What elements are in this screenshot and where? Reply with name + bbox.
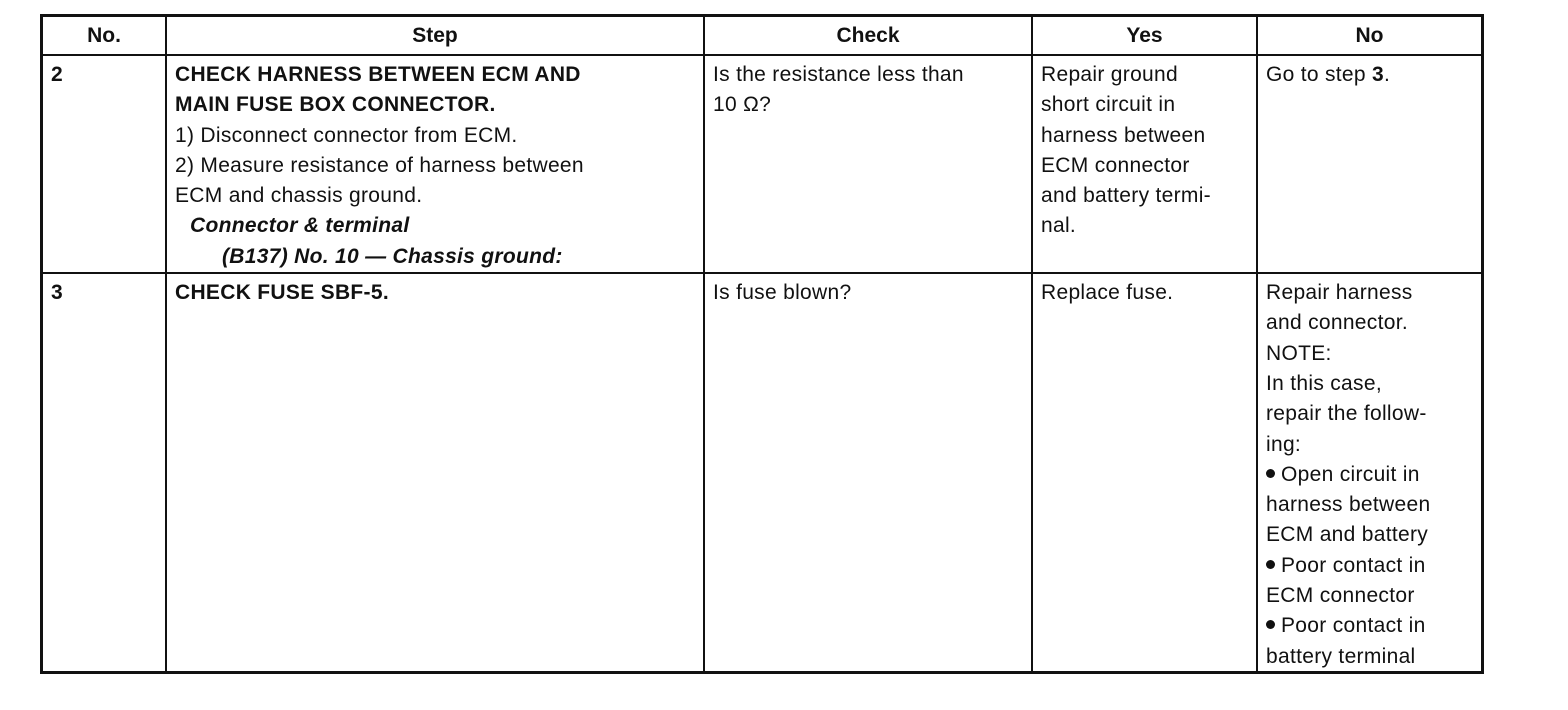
- header-step: Step: [166, 17, 704, 55]
- header-check: Check: [704, 17, 1032, 55]
- no-text: In this case,: [1266, 371, 1382, 395]
- bullet-continuation: ECM connector: [1266, 584, 1415, 608]
- no-cell: [1257, 273, 1481, 673]
- header-no: No.: [43, 17, 166, 55]
- no-cell: [1257, 55, 1481, 273]
- check-text: Is fuse blown?: [713, 281, 852, 305]
- no-text: repair the follow-: [1266, 402, 1427, 426]
- step-cell: [166, 273, 704, 673]
- bullet-continuation: harness between: [1266, 493, 1431, 517]
- bullet-item: [1266, 551, 1475, 581]
- check-text: Is the resistance less than: [713, 63, 964, 86]
- bullet-item: [1266, 611, 1475, 641]
- step-instruction: 2) Measure resistance of harness between: [175, 153, 584, 177]
- check-text: 10 Ω?: [713, 93, 772, 117]
- no-text: and connector.: [1266, 311, 1408, 335]
- step-title-line: CHECK FUSE SBF-5.: [175, 281, 389, 305]
- yes-cell: [1032, 55, 1257, 273]
- table-row: [43, 273, 1481, 673]
- connector-terminal-label: Connector & terminal: [190, 214, 410, 238]
- bullet-icon: [1266, 620, 1275, 629]
- check-cell: [704, 55, 1032, 273]
- row-number-cell: [43, 55, 166, 273]
- no-text: Repair harness: [1266, 281, 1413, 305]
- bullet-icon: [1266, 469, 1275, 478]
- bullet-text: Poor contact in: [1281, 614, 1426, 638]
- header-yes: Yes: [1032, 17, 1257, 55]
- diagnostic-table: [43, 17, 1481, 673]
- bullet-continuation: battery terminal: [1266, 644, 1416, 668]
- no-text: ing:: [1266, 432, 1302, 456]
- row-number-cell: [43, 273, 166, 673]
- yes-text: nal.: [1041, 214, 1077, 238]
- bullet-item: [1266, 460, 1475, 490]
- yes-text: Repair ground: [1041, 63, 1178, 86]
- bullet-text: Open circuit in: [1281, 462, 1420, 486]
- step-title-line: CHECK HARNESS BETWEEN ECM AND: [175, 63, 581, 86]
- step-instruction: ECM and chassis ground.: [175, 184, 423, 208]
- step-cell: [166, 55, 704, 273]
- goto-step-number: 3: [1372, 63, 1385, 86]
- yes-text: harness between: [1041, 123, 1206, 147]
- yes-text: ECM connector: [1041, 153, 1190, 177]
- check-cell: [704, 273, 1032, 673]
- header-row: [43, 17, 1481, 55]
- table-row: [43, 55, 1481, 273]
- step-instruction: 1) Disconnect connector from ECM.: [175, 123, 518, 147]
- bullet-continuation: ECM and battery: [1266, 523, 1429, 547]
- goto-prefix: Go to step: [1266, 63, 1373, 86]
- yes-text: and battery termi-: [1041, 184, 1211, 208]
- goto-suffix: .: [1384, 63, 1391, 86]
- step-title-line: MAIN FUSE BOX CONNECTOR.: [175, 93, 496, 117]
- bullet-text: Poor contact in: [1281, 553, 1426, 577]
- yes-text: Replace fuse.: [1041, 281, 1174, 305]
- yes-cell: [1032, 273, 1257, 673]
- row-number: 3: [51, 281, 63, 305]
- diagnostic-table-frame: [40, 14, 1484, 674]
- header-no-result: No: [1257, 17, 1481, 55]
- bullet-icon: [1266, 560, 1275, 569]
- connector-terminal-value: (B137) No. 10 — Chassis ground:: [222, 244, 563, 268]
- row-number: 2: [51, 63, 63, 86]
- no-text: NOTE:: [1266, 341, 1332, 365]
- yes-text: short circuit in: [1041, 93, 1176, 117]
